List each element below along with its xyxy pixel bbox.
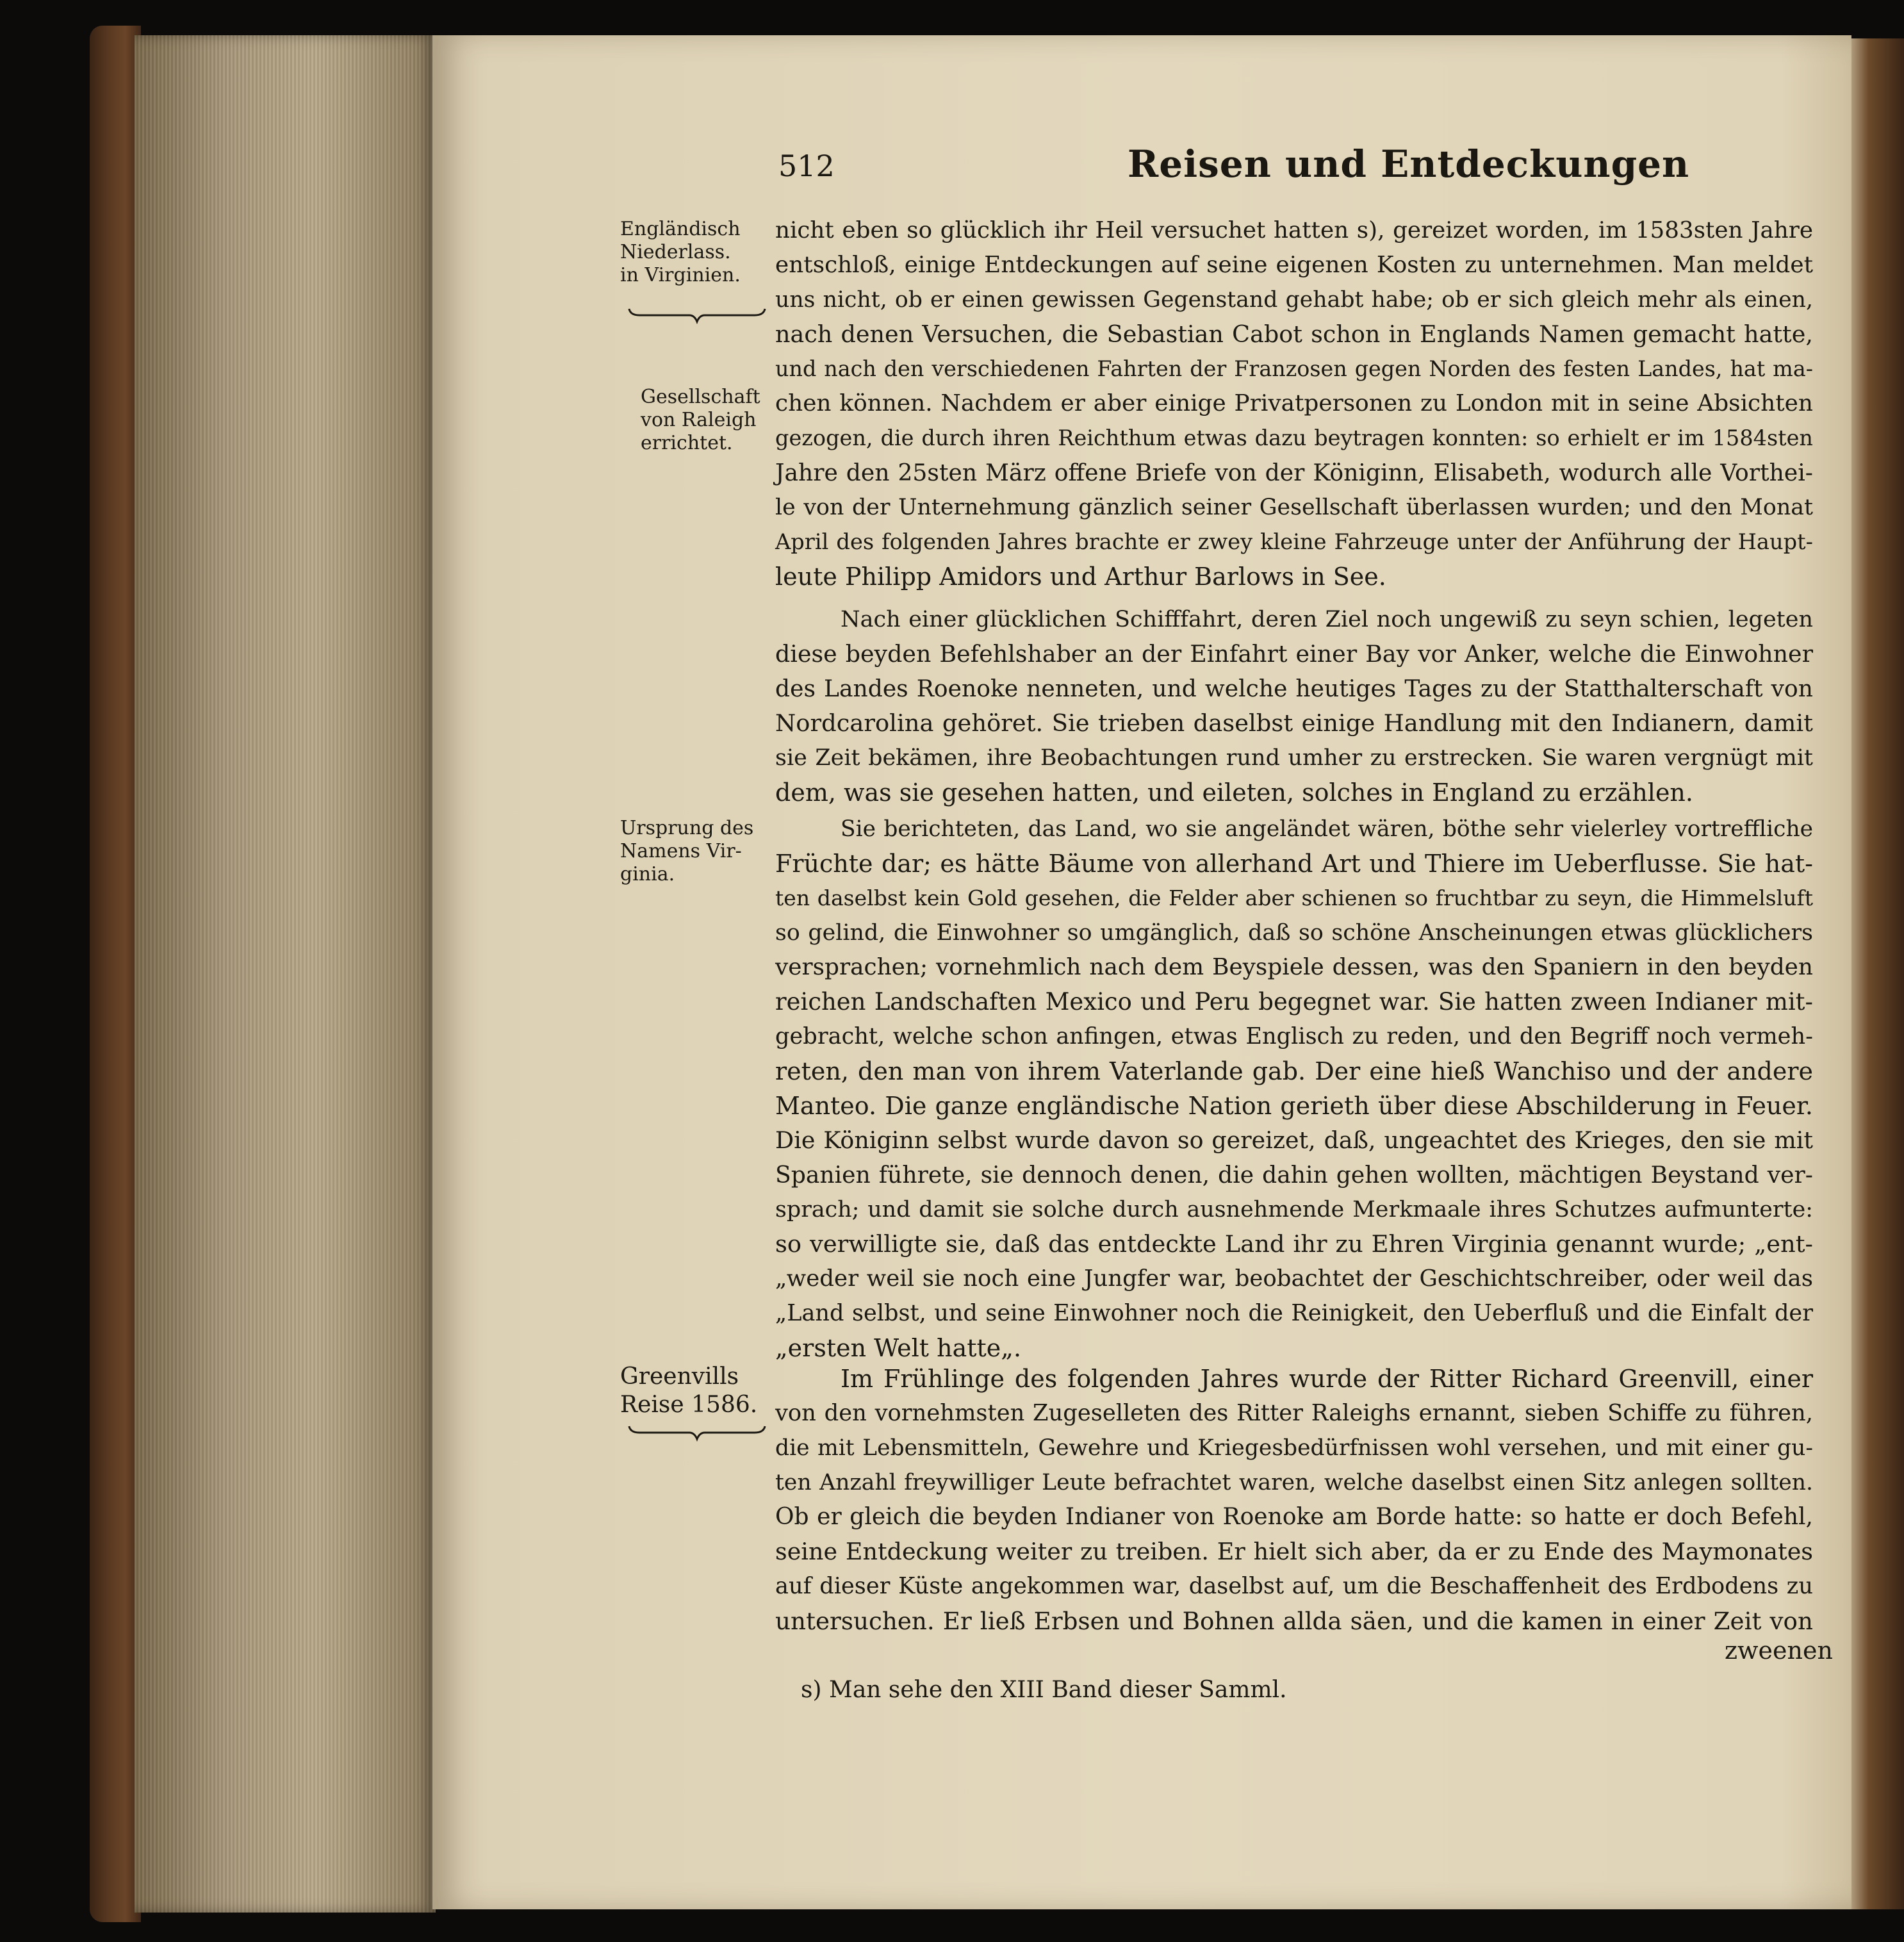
margin-note-line: Engländisch	[620, 218, 741, 240]
text-line: Die Königinn selbst wurde davon so gereizet, daß, ungeachtet des Krieges, den sie mit	[775, 1126, 1813, 1154]
text-line: seine Entdeckung weiter zu treiben. Er hielt sich aber, da er zu Ende des Maymonates	[775, 1538, 1813, 1565]
margin-note-line: ginia.	[620, 863, 675, 885]
margin-note-greenvill	[620, 1363, 774, 1419]
running-head: Reisen und Entdeckungen	[1128, 142, 1690, 186]
text-line: die mit Lebensmitteln, Gewehre und Kriegesbedürfnissen wohl versehen, und mit einer gu-	[775, 1435, 1813, 1461]
margin-note-ursprung	[620, 817, 774, 886]
text-line: und nach den verschiedenen Fahrten der Franzosen gegen Norden des festen Landes, hat ma-	[775, 356, 1813, 381]
paragraph-2	[775, 602, 1813, 810]
margin-note-gesellschaft	[641, 386, 794, 455]
text-line: Nach einer glücklichen Schifffahrt, deren Ziel noch ungewiß zu seyn schien, legeten	[841, 607, 1813, 632]
text-line: Früchte dar; es hätte Bäume von allerhand Art und Thiere im Ueberflusse. Sie hat-	[775, 850, 1813, 878]
margin-note-niederlassung	[620, 218, 774, 287]
paragraph-3	[775, 812, 1813, 1365]
text-line: nicht eben so glücklich ihr Heil versuchet hatten s), gereizet worden, im 1583sten Jahre	[775, 217, 1813, 243]
text-line: Ob er gleich die beyden Indianer von Roenoke am Borde hatte: so hatte er doch Befehl,	[775, 1504, 1813, 1530]
text-line: so verwilligte sie, daß das entdeckte Land ihr zu Ehren Virginia genannt wurde; „ent-	[775, 1230, 1813, 1258]
margin-note-line: Reise 1586.	[620, 1392, 758, 1418]
text-line: von den vornehmsten Zugeselleten des Ritter Raleighs ernannt, sieben Schiffe zu führen,	[775, 1400, 1813, 1426]
text-line: gezogen, die durch ihren Reichthum etwas dazu beytragen konnten: so erhielt er im 1584sten	[775, 425, 1813, 450]
text-line: des Landes Roenoke nenneten, und welche heutiges Tages zu der Statthalterschaft von	[775, 675, 1813, 702]
right-book-edge	[1845, 38, 1904, 1909]
book-cover-edge	[90, 26, 141, 1922]
text-line: untersuchen. Er ließ Erbsen und Bohnen allda säen, und die kamen in einer Zeit von	[775, 1607, 1813, 1635]
margin-note-line: von Raleigh	[641, 409, 757, 431]
text-line: dem, was sie gesehen hatten, und eileten, solches in England zu erzählen.	[775, 778, 1693, 807]
text-line: „ersten Welt hatte„.	[775, 1334, 1022, 1362]
margin-brace-ornament	[627, 1424, 767, 1442]
margin-note-line: Niederlass.	[620, 241, 731, 263]
text-line: ten daselbst kein Gold gesehen, die Felder aber schienen so fruchtbar zu seyn, die Himmelsluft	[775, 885, 1813, 910]
text-line: chen können. Nachdem er aber einige Privatpersonen zu London mit in seine Absichten	[775, 390, 1813, 416]
text-line: „Land selbst, und seine Einwohner noch die Reinigkeit, den Ueberfluß und die Einfalt der	[775, 1300, 1813, 1326]
text-line: Nordcarolina gehöret. Sie trieben daselbst einige Handlung mit den Indianern, damit	[775, 709, 1813, 737]
text-line: Manteo. Die ganze engländische Nation gerieth über diese Abschilderung in Feuer.	[775, 1092, 1813, 1120]
text-line: „weder weil sie noch eine Jungfer war, beobachtet der Geschichtschreiber, oder weil das	[775, 1265, 1813, 1292]
text-line: so gelind, die Einwohner so umgänglich, daß so schöne Anscheinungen etwas glücklichers	[775, 920, 1813, 946]
text-line: diese beyden Befehlshaber an der Einfahrt einer Bay vor Anker, welche die Einwohner	[775, 640, 1813, 668]
text-line: nach denen Versuchen, die Sebastian Cabot schon in Englands Namen gemacht hatte,	[775, 320, 1813, 348]
margin-note-line: in Virginien.	[620, 264, 741, 286]
margin-note-line: Namens Vir-	[620, 840, 742, 862]
catchword: zweenen	[1725, 1636, 1833, 1665]
margin-note-line: Ursprung des	[620, 817, 754, 839]
text-line: reten, den man von ihrem Vaterlande gab. Der eine hieß Wanchiso und der andere	[775, 1057, 1813, 1085]
text-line: uns nicht, ob er einen gewissen Gegenstand gehabt habe; ob er sich gleich mehr als einen,	[775, 287, 1813, 313]
text-line: versprachen; vornehmlich nach dem Beyspiele dessen, was den Spaniern in den beyden	[775, 954, 1813, 980]
text-line: Im Frühlinge des folgenden Jahres wurde der Ritter Richard Greenvill, einer	[841, 1365, 1813, 1393]
paragraph-1	[775, 213, 1813, 594]
text-line: leute Philipp Amidors und Arthur Barlows in See.	[775, 563, 1386, 591]
text-line: entschloß, einige Entdeckungen auf seine eigenen Kosten zu unternehmen. Man meldet	[775, 252, 1813, 278]
footnote: s) Man sehe den XIII Band dieser Samml.	[801, 1677, 1287, 1703]
paragraph-4	[775, 1362, 1813, 1638]
text-line: auf dieser Küste angekommen war, daselbst auf, um die Beschaffenheit des Erdbodens zu	[775, 1573, 1813, 1599]
text-line: sie Zeit bekämen, ihre Beobachtungen rund umher zu erstrecken. Sie waren vergnügt mit	[775, 745, 1813, 771]
text-line: April des folgenden Jahres brachte er zwey kleine Fahrzeuge unter der Anführung der Haupt-	[775, 529, 1813, 554]
text-line: sprach; und damit sie solche durch ausnehmende Merkmaale ihres Schutzes aufmunterte:	[775, 1197, 1813, 1222]
text-line: reichen Landschaften Mexico und Peru begegnet war. Sie hatten zween Indianer mit-	[775, 988, 1813, 1016]
text-line: Spanien führete, sie dennoch denen, die dahin gehen wollten, mächtigen Beystand ver-	[775, 1161, 1813, 1189]
margin-note-line: Gesellschaft	[641, 386, 760, 408]
text-line: Sie berichteten, das Land, wo sie angeländet wären, böthe sehr vielerley vortreffliche	[841, 816, 1813, 842]
text-line: Jahre den 25sten März offene Briefe von der Königinn, Elisabeth, wodurch alle Vorthei-	[775, 459, 1813, 486]
margin-note-line: Greenvills	[620, 1363, 739, 1390]
text-line: ten Anzahl freywilliger Leute befrachtet waren, welche daselbst einen Sitz anlegen sollten.	[775, 1470, 1813, 1495]
margin-note-line: errichtet.	[641, 432, 733, 454]
text-line: le von der Unternehmung gänzlich seiner Gesellschaft überlassen wurden; und den Monat	[775, 495, 1813, 520]
page-number: 512	[778, 149, 835, 183]
page-edges	[135, 35, 436, 1913]
margin-brace-ornament	[627, 306, 767, 324]
text-line: gebracht, welche schon anfingen, etwas Englisch zu reden, und den Begriff noch vermeh-	[775, 1023, 1813, 1049]
